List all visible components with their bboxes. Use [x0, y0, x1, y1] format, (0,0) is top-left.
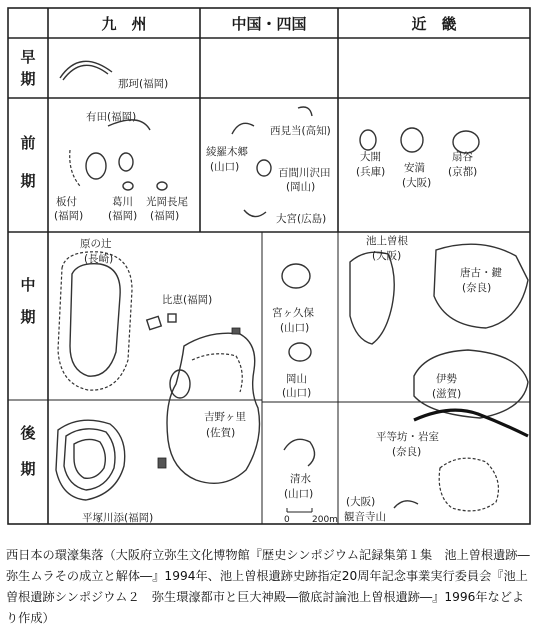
site-omiya-label: 大宮(広島): [276, 213, 327, 225]
site-itazuke-label: 板付: [56, 196, 77, 208]
site-yoshinogari-pref: (佐賀): [206, 427, 236, 439]
site-karako-label: 唐古・鍵: [460, 267, 502, 279]
kazurakawa-ditch-ring: [119, 153, 133, 171]
period-former-2: 期: [20, 172, 36, 190]
nishimito-ditch-outline: [298, 107, 312, 116]
site-byodobo-label: 平等坊・岩室: [376, 431, 439, 443]
site-hie-label: 比恵(福岡): [162, 294, 213, 306]
scale-distance-label: 200m: [312, 515, 338, 525]
site-ayaragi-pref: (山口): [210, 161, 240, 173]
okayama-ditch-ring: [289, 343, 311, 361]
ikegamisone-ditch-outline: [350, 252, 394, 344]
itazuke-ditch-outline: [70, 150, 80, 186]
period-late-2: 期: [20, 460, 36, 478]
site-kannonji-label: 観音寺山: [344, 511, 386, 523]
site-kannonji-pref: (大阪): [346, 496, 376, 508]
ise-ditch-outline: [414, 350, 528, 418]
site-kazurakawa-label: 葛川: [112, 196, 133, 208]
site-hirotani-pref: (京都): [448, 166, 478, 178]
yoshinogari-inner-ditch: [192, 354, 242, 392]
table-grid: [8, 8, 530, 524]
byodobo-ditch-outline: [439, 458, 498, 511]
itazuke-ditch-ring: [86, 153, 106, 179]
hie-ditch-square: [147, 316, 162, 329]
yoshinogari-ring: [170, 370, 190, 398]
site-okayama-label: 岡山: [286, 373, 307, 385]
site-ise-label: 伊勢: [436, 373, 457, 385]
site-hyakkengawa-label: 百間川沢田: [278, 167, 331, 179]
naka-ditch-outline: [60, 61, 112, 78]
site-harunotsuji-pref: (長崎): [84, 253, 114, 265]
hie-ditch-square-small: [168, 314, 176, 322]
site-naka-label: 那珂(福岡): [118, 78, 169, 90]
hiratsukawazoe-inner-ditch: [74, 439, 105, 478]
site-ama-label: 安満: [404, 162, 425, 174]
yoshinogari-building-mark: [158, 458, 166, 468]
site-ayaragi-label: 綾羅木郷: [206, 146, 248, 158]
period-early-1: 早: [20, 48, 36, 66]
site-itazuke-pref: (福岡): [54, 210, 84, 222]
site-ikegamisone-pref: (大阪): [372, 250, 402, 262]
site-harunotsuji-label: 原の辻: [80, 238, 112, 250]
period-late-1: 後: [20, 424, 36, 442]
site-shimizu-pref: (山口): [284, 488, 314, 500]
site-okayama-pref: (山口): [282, 387, 312, 399]
column-header-kinki: 近 畿: [411, 15, 457, 33]
ohiraki-ditch-ring: [360, 130, 376, 150]
site-hirotani-label: 扇谷: [452, 151, 473, 163]
period-former-1: 前: [20, 134, 36, 152]
site-shimizu-label: 清水: [290, 473, 311, 485]
site-karako-pref: (奈良): [462, 282, 492, 294]
yoshinogari-north-mark: [232, 328, 240, 334]
site-miyanokubo-label: 宮ヶ久保: [272, 307, 314, 319]
harunotsuji-inner-ditch: [70, 264, 120, 376]
column-header-chugoku-shikoku: 中国・四国: [231, 15, 307, 33]
site-ama-pref: (大阪): [402, 177, 432, 189]
ayaragi-ditch-outline: [232, 123, 254, 134]
site-ikegamisone-label: 池上曽根: [366, 235, 408, 247]
harunotsuji-outer-ditch: [58, 252, 132, 390]
kazurakawa-ditch-small: [123, 182, 133, 190]
column-header-kyushu: 九 州: [101, 15, 147, 33]
hyakkengawa-ditch-ring: [257, 160, 271, 176]
scale-zero-label: 0: [284, 515, 290, 525]
period-middle-1: 中: [20, 276, 36, 294]
site-ohiraki-pref: (兵庫): [356, 166, 386, 178]
figure-caption: 西日本の環濠集落（大阪府立弥生文化博物館『歴史シンポジウム記録集第１集 池上曽根遺跡―弥生ムラその成立と解体―』1994年、池上曽根遺跡史跡指定20周年記念事業実行委員会『池上曽根遺跡シンポジウム２ 弥生環濠都市と巨大神殿―徹底討論池上曽根遺跡―』1996年などより作成）: [6, 548, 530, 625]
site-hiratsukawazoe-label: 平塚川添(福岡): [82, 512, 154, 524]
shimizu-ditch-outline: [284, 439, 315, 466]
omiya-ditch-outline: [244, 210, 266, 217]
site-ise-pref: (滋賀): [432, 388, 462, 400]
ama-ditch-ring: [401, 128, 423, 152]
miyanokubo-ditch-ring: [282, 264, 310, 288]
yoshinogari-outer-ditch: [167, 333, 260, 483]
site-miyanokubo-pref: (山口): [280, 322, 310, 334]
site-hyakkengawa-pref: (岡山): [286, 181, 316, 193]
mitsuokanagao-ditch-ring: [157, 182, 167, 190]
hirotani-ditch-ring: [453, 131, 479, 153]
site-arita-label: 有田(福岡): [86, 111, 137, 123]
site-mitsuokanagao-pref: (福岡): [150, 210, 180, 222]
period-middle-2: 期: [20, 308, 36, 326]
site-ohiraki-label: 大開: [360, 151, 381, 163]
site-kazurakawa-pref: (福岡): [108, 210, 138, 222]
hiratsukawazoe-mid-ditch: [64, 429, 115, 490]
site-byodobo-pref: (奈良): [392, 446, 422, 458]
period-early-2: 期: [20, 70, 36, 88]
site-yoshinogari-label: 吉野ヶ里: [204, 411, 246, 423]
site-mitsuokanagao-label: 光岡長尾: [146, 196, 188, 208]
site-nishimito-label: 西見当(高知): [270, 125, 331, 137]
kannonji-ditch-outline: [394, 501, 418, 508]
